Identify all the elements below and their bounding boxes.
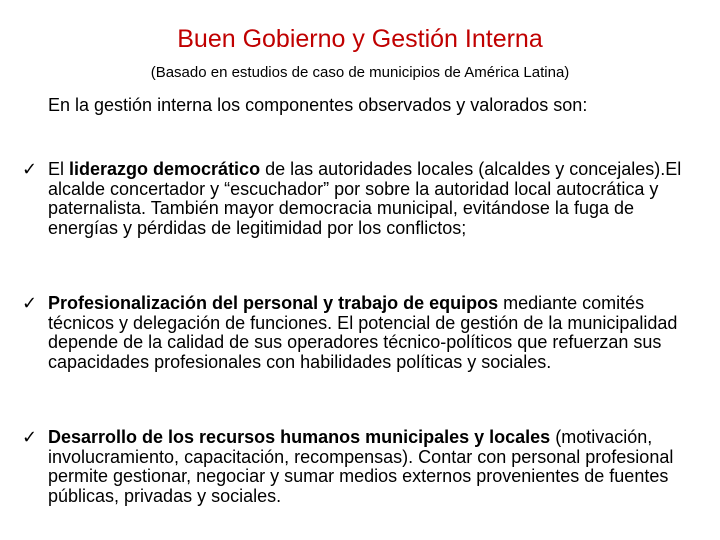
bullet-rest: mediante comités técnicos y delegación de funciones. El potencial de gestión de la municipalidad depende de la calidad de sus operadores técnico-políticos que refuerzan sus capacidades profesionales con habilidades políticas y sociales. [48, 293, 678, 372]
bullet-item-leadership [22, 160, 702, 238]
bullet-rest: de las autoridades locales (alcaldes y concejales).El alcalde concertador y “escuchador” por sobre la autoridad local autocrática y paternalista. También mayor democracia municipal, evitándose la fuga de energías y pérdidas de legitimidad por los conflictos; [48, 159, 682, 238]
checkmark-icon: ✓ [22, 293, 38, 314]
bullet-text [48, 160, 702, 238]
slide-subtitle: (Basado en estudios de caso de municipios de América Latina) [150, 64, 570, 81]
checkmark-icon: ✓ [22, 159, 38, 180]
bullet-text [48, 294, 702, 372]
slide-title: Buen Gobierno y Gestión Interna [177, 25, 543, 53]
bullet-item-human-resources [22, 428, 702, 506]
bullet-text [48, 428, 702, 506]
intro-paragraph: En la gestión interna los componentes observados y valorados son: [48, 95, 588, 115]
bullet-item-professionalization [22, 294, 702, 372]
bullet-rest: (motivación, involucramiento, capacitación, recompensas). Contar con personal profesional permite gestionar, negociar y sumar medios externos provenientes de fuentes públicas, privadas y sociales. [48, 427, 674, 506]
bullet-bold-term: liderazgo democrático [69, 159, 261, 179]
bullet-prefix: El [48, 159, 70, 179]
checkmark-icon: ✓ [22, 427, 38, 448]
bullet-bold-term: Desarrollo de los recursos humanos municipales y locales [48, 427, 551, 447]
bullet-bold-term: Profesionalización del personal y trabajo de equipos [48, 293, 499, 313]
